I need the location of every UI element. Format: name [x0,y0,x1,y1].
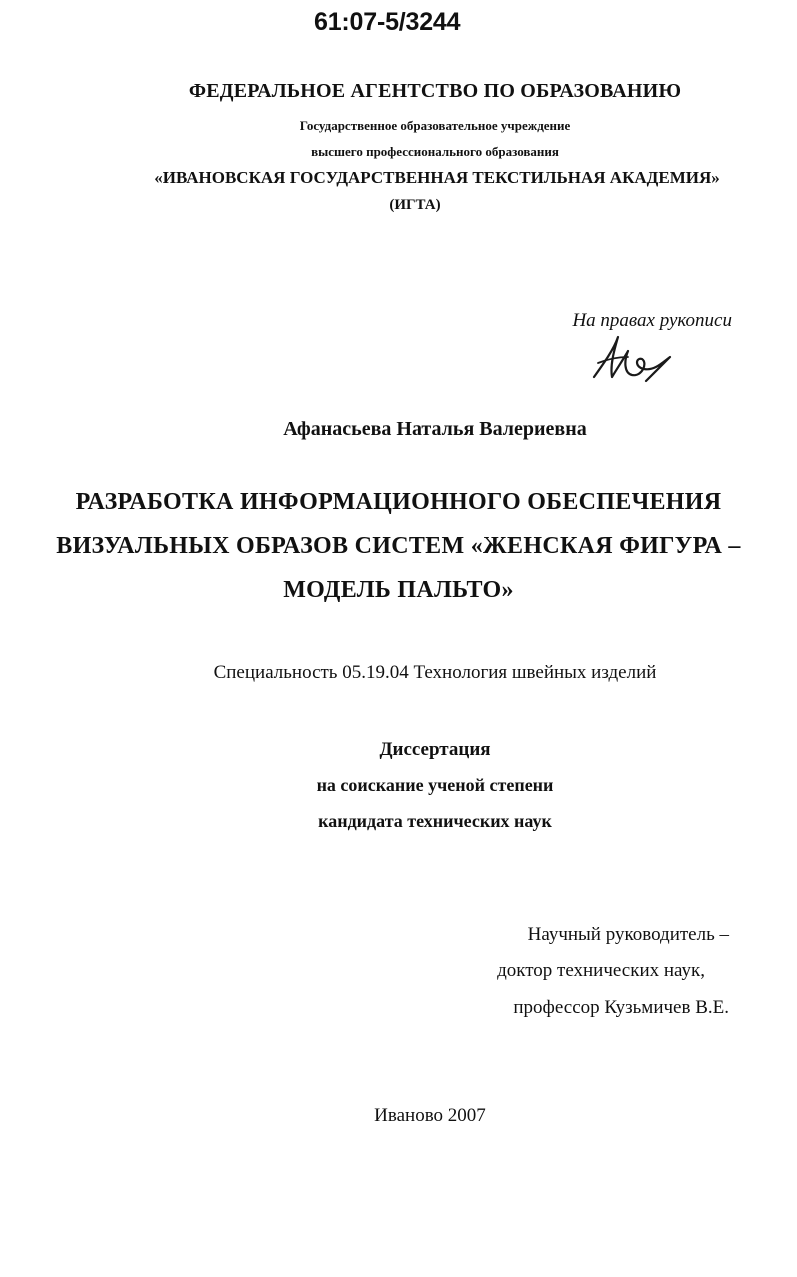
supervisor-name: профессор Кузьмичев В.Е. [513,997,729,1018]
manuscript-rights-note: На правах рукописи [572,310,732,331]
institution-type-line: Государственное образовательное учреждение [299,118,571,133]
catalog-number: 61:07-5/3244 [314,8,461,36]
speciality-line: Специальность 05.19.04 Технология швейных изделий [213,662,657,683]
thesis-title-line-2: ВИЗУАЛЬНЫХ ОБРАЗОВ СИСТЕМ «ЖЕНСКАЯ ФИГУРА – [56,533,741,559]
institution-name: «ИВАНОВСКАЯ ГОСУДАРСТВЕННАЯ ТЕКСТИЛЬНАЯ АКАДЕМИЯ» [154,168,720,187]
place-and-year: Иваново 2007 [374,1105,486,1126]
handwritten-signature [588,333,678,383]
education-level-line: высшего профессионального образования [311,144,559,159]
degree-purpose-line: на соискание ученой степени [316,775,554,795]
thesis-title-line-1: РАЗРАБОТКА ИНФОРМАЦИОННОГО ОБЕСПЕЧЕНИЯ [75,489,722,515]
supervisor-role: Научный руководитель – [527,924,729,945]
dissertation-label: Диссертация [379,739,491,760]
author-name: Афанасьева Наталья Валериевна [283,418,587,440]
degree-name-line: кандидата технических наук [318,811,552,831]
institution-abbreviation: (ИГТА) [389,197,441,213]
agency-heading: ФЕДЕРАЛЬНОЕ АГЕНТСТВО ПО ОБРАЗОВАНИЮ [188,80,682,102]
thesis-title-line-3: МОДЕЛЬ ПАЛЬТО» [283,577,514,603]
supervisor-degree: доктор технических наук, [497,960,705,981]
